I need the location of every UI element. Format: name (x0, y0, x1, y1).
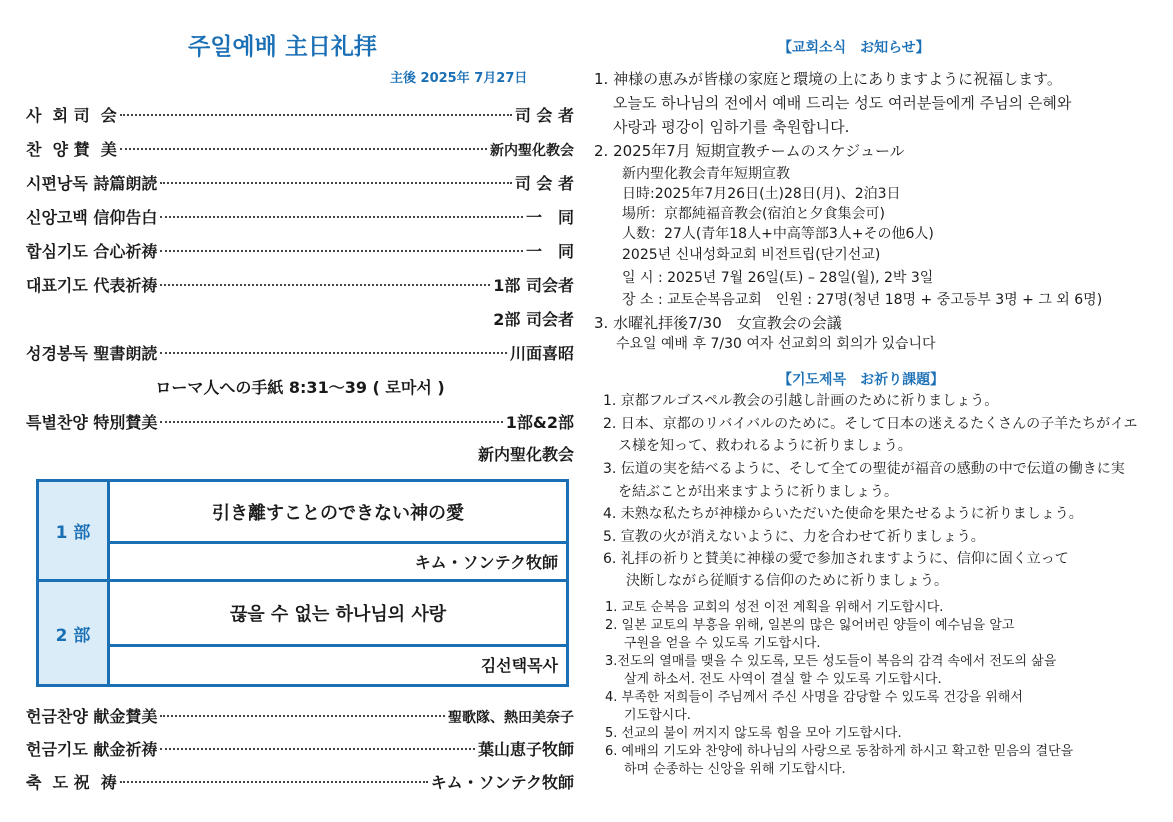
order-label: 찬 양 賛 美 (26, 140, 117, 159)
order-row-psalm (26, 171, 574, 195)
order-label: 헌금찬양 献金賛美 (26, 707, 158, 726)
order-label: 신앙고백 信仰告白 (26, 208, 158, 227)
leader-dots (160, 250, 523, 252)
prayer-ko-line: 4. 부족한 저희들이 주님께서 주신 사명을 감당할 수 있도록 건강을 위해서 (605, 690, 1023, 705)
order-label: 헌금기도 献金祈祷 (26, 740, 158, 759)
leader-dots (120, 114, 512, 116)
leader-dots (160, 715, 445, 717)
prayer-jp-line: を結ぶことが出来ますように祈りましょう。 (618, 484, 898, 500)
order-row-special-praise (26, 410, 574, 434)
leader-dots (120, 148, 487, 150)
order-value: 司 会 者 (514, 106, 574, 125)
news-line: 1. 神様の恵みが皆様の家庭と環境の上にありますように祝福します。 (594, 70, 1062, 88)
prayer-ko-line: 6. 예배의 기도와 찬양에 하나님의 사랑으로 동참하게 하시고 확고한 믿음의 결단을 (605, 744, 1074, 759)
order-label: 시편낭독 詩篇朗読 (26, 174, 158, 193)
prayer-ko-line: 살게 하소서. 전도 사역이 결실 할 수 있도록 기도합시다. (624, 672, 942, 687)
page-title (188, 28, 377, 61)
prayer-ko-line: 3.전도의 열매를 맺을 수 있도록, 모든 성도들이 복음의 감격 속에서 전도의 삶을 (605, 654, 1057, 669)
news-line: 人数：27人(青年18人+中高等部3人+その他6人) (622, 226, 934, 242)
leader-dots (120, 781, 428, 783)
news-line: 오늘도 하나님의 전에서 예배 드리는 성도 여러분들에게 주님의 은혜와 (613, 94, 1072, 112)
leader-dots (160, 352, 507, 354)
leader-dots (160, 216, 523, 218)
pray-part2-leader: 2部 司会者 (493, 310, 574, 329)
order-value: 1部&2部 (505, 413, 574, 432)
news-section-title: 【교회소식 お知らせ】 (778, 40, 930, 56)
order-value: 新内聖化教会 (490, 143, 574, 159)
leader-dots (160, 421, 502, 423)
order-label: 성경봉독 聖書朗読 (26, 344, 158, 363)
leader-dots (160, 182, 511, 184)
order-row-praise (26, 137, 574, 161)
order-label: 축 도 祝 祷 (26, 773, 117, 792)
order-row-scripture (26, 341, 574, 365)
news-line: 場所：京都純福音教会(宿泊と夕食集会可) (622, 206, 885, 222)
leader-dots (160, 284, 490, 286)
prayer-jp-line: 1. 京都フルゴスペル教会の引越し計画のために祈りましょう。 (603, 393, 999, 409)
prayer-ko-line: 2. 일본 교토의 부흥을 위해, 일본의 많은 잃어버린 양들이 예수님을 알고 (605, 618, 1015, 633)
prayer-ko-line: 1. 교토 순복음 교회의 성전 이전 계획을 위해서 기도합시다. (605, 600, 944, 615)
prayer-jp-line: 4. 未熟な私たちが神様からいただいた使命を果たせるように祈りましょう。 (603, 506, 1083, 522)
sermon-part2-label: 2 部 (39, 582, 110, 684)
order-label: 사 회 司 会 (26, 106, 117, 125)
order-value: キム・ソンテク牧師 (430, 773, 574, 792)
sermon-part2-title: 끊을 수 없는 하나님의 사랑 (229, 604, 447, 625)
sermon-part1-label: 1 部 (39, 482, 110, 579)
order-label: 특별찬양 特別賛美 (26, 413, 158, 432)
prayer-ko-line: 5. 선교의 불이 꺼지지 않도록 힘을 모아 기도합시다. (605, 726, 902, 741)
news-line: 일 시 : 2025년 7월 26일(토) – 28일(월), 2박 3일 (622, 270, 934, 286)
prayer-jp-line: 2. 日本、京都のリバイバルのために。そして日本の迷えるたくさんの子羊たちがイエ (603, 416, 1138, 432)
news-line: 장 소 : 교토순복음교회 인원 : 27명(청년 18명 + 중고등부 3명 + 그 외 6명) (622, 292, 1103, 308)
order-value: 一 同 (525, 208, 574, 227)
prayer-section-title: 【기도제목 お祈り課題】 (778, 372, 945, 388)
sermon-table (36, 479, 569, 687)
order-row-representative-prayer (26, 273, 574, 297)
order-row-presider (26, 103, 574, 127)
prayer-jp-line: 3. 伝道の実を結べるように、そして全ての聖徒が福音の感動の中で伝道の働きに実 (603, 461, 1125, 477)
order-label: 합심기도 合心祈祷 (26, 242, 158, 261)
news-line: 日時:2025年7月26日(土)28日(月)、2泊3日 (622, 186, 901, 202)
leader-dots (160, 748, 475, 750)
news-line: 2025년 신내성화교회 비전트립(단기선교) (622, 247, 881, 263)
prayer-jp-line: 5. 宣教の火が消えないように、力を合わせて祈りましょう。 (603, 529, 985, 545)
title-japanese: 主日礼拝 (284, 34, 377, 60)
sermon-part2-pastor: 김선택목사 (480, 655, 558, 675)
news-line: 2. 2025年7月 短期宣教チームのスケジュール (594, 142, 905, 160)
order-row-creed (26, 205, 574, 229)
order-value: 1部 司会者 (493, 276, 574, 295)
prayer-jp-line: ス様を知って、救われるように祈りましょう。 (618, 438, 912, 454)
title-korean: 주일예배 (188, 34, 277, 60)
order-row-unison-prayer (26, 239, 574, 263)
news-line: 3. 水曜礼拝後7/30 女宣教会の会議 (594, 314, 842, 332)
order-value: 聖歌隊、熱田美奈子 (448, 710, 574, 726)
sermon-part1-title: 引き離すことのできない神の愛 (212, 502, 464, 524)
order-row-offering-prayer (26, 737, 574, 761)
news-line: 사랑과 평강이 임하기를 축원합니다. (613, 118, 850, 136)
news-line: 수요일 예배 후 7/30 여자 선교회의 회의가 있습니다 (616, 336, 936, 352)
order-row-benediction (26, 770, 574, 794)
prayer-jp-line: 6. 礼拝の祈りと賛美に神様の愛で参加されますように、信仰に固く立って (603, 551, 1069, 567)
order-value: 川面喜昭 (509, 344, 574, 363)
order-label: 대표기도 代表祈祷 (26, 276, 158, 295)
order-value: 司 会 者 (514, 174, 574, 193)
prayer-ko-line: 구원을 얻을 수 있도록 기도합시다. (624, 636, 821, 651)
order-value: 一 同 (525, 242, 574, 261)
service-date: 主後 2025年 7月27日 (390, 71, 528, 86)
sermon-part1-pastor: キム・ソンテク牧師 (414, 553, 558, 572)
news-line: 新内聖化教会青年短期宣教 (622, 166, 790, 182)
scripture-reference: ローマ人への手紙 8:31～39 ( 로마서 ) (155, 378, 445, 397)
prayer-jp-line: 決断しながら従順する信仰のために祈りましょう。 (626, 573, 948, 589)
order-value: 葉山恵子牧師 (477, 740, 574, 759)
prayer-ko-line: 기도합시다. (624, 708, 691, 723)
order-row-offering-praise (26, 704, 574, 728)
special-praise-group: 新内聖化教会 (477, 445, 574, 464)
prayer-ko-line: 하며 순종하는 신앙을 위해 기도합시다. (624, 762, 846, 777)
